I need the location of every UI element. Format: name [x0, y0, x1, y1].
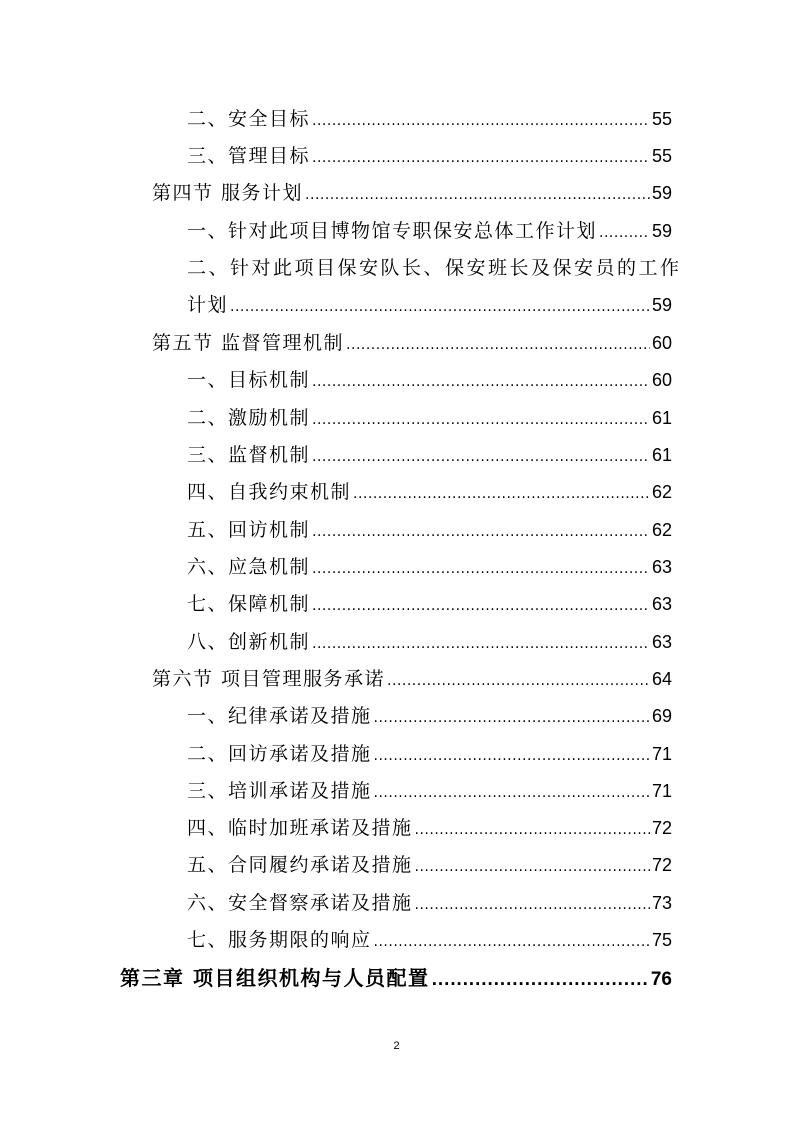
dot-leader: [374, 780, 650, 806]
toc-entry-label: 第五节 监督管理机制: [152, 332, 345, 354]
toc-entry-page: 63: [651, 594, 672, 614]
toc-entry[interactable]: [187, 591, 672, 617]
toc-entry-page: 60: [651, 333, 672, 353]
toc-entry-label: 一、目标机制: [187, 369, 311, 391]
toc-entry-page: 75: [651, 930, 672, 950]
toc-entry-label: 二、激励机制: [187, 407, 311, 429]
toc-entry[interactable]: [187, 741, 672, 767]
dot-leader: [312, 556, 650, 582]
toc-entry-page: 61: [651, 445, 672, 465]
toc-entry-label: 第六节 项目管理服务承诺: [152, 668, 386, 690]
dot-leader: [431, 967, 648, 993]
dot-leader: [415, 817, 650, 843]
dot-leader: [312, 444, 650, 470]
toc-entry-label: 一、纪律承诺及措施: [187, 705, 372, 727]
toc-entry[interactable]: [187, 479, 672, 505]
dot-leader: [230, 294, 650, 320]
toc-section-entry[interactable]: [152, 180, 672, 206]
toc-entry-page: 69: [651, 706, 672, 726]
toc-entry-page: 59: [651, 295, 672, 315]
toc-entry-label: 一、针对此项目博物馆专职保安总体工作计划: [187, 220, 598, 242]
toc-entry[interactable]: [187, 218, 672, 244]
toc-entry[interactable]: [187, 517, 672, 543]
toc-entry[interactable]: [187, 815, 672, 841]
dot-leader: [312, 519, 650, 545]
dot-leader: [346, 332, 650, 358]
dot-leader: [415, 854, 650, 880]
toc-entry-page: 61: [651, 408, 672, 428]
toc-entry-page: 60: [651, 370, 672, 390]
toc-entry-page: 71: [651, 744, 672, 764]
toc-entry[interactable]: [187, 852, 672, 878]
toc-entry[interactable]: [187, 927, 672, 953]
dot-leader: [312, 369, 650, 395]
toc-entry-label: 三、监督机制: [187, 444, 311, 466]
dot-leader: [374, 705, 650, 731]
toc-entry-page: 59: [651, 221, 672, 241]
toc-entry-label: 计划: [187, 294, 229, 316]
dot-leader: [312, 593, 650, 619]
toc-entry[interactable]: [187, 629, 672, 655]
toc-entry-page: 73: [651, 893, 672, 913]
toc-entry-label: 三、培训承诺及措施: [187, 780, 372, 802]
toc-chapter-entry[interactable]: [120, 965, 672, 991]
dot-leader: [305, 182, 650, 208]
toc-entry-label: 第四节 服务计划: [152, 182, 304, 204]
toc-entry-page: 64: [651, 669, 672, 689]
toc-entry-label: 五、回访机制: [187, 519, 311, 541]
dot-leader: [353, 481, 650, 507]
toc-entry-wrapped-line[interactable]: 二、针对此项目保安队长、保安班长及保安员的工作: [187, 257, 682, 279]
toc-entry-page: 59: [651, 183, 672, 203]
toc-entry-label: 四、临时加班承诺及措施: [187, 817, 413, 839]
toc-entry-label: 八、创新机制: [187, 631, 311, 653]
toc-entry-label: 三、管理目标: [187, 145, 311, 167]
toc-entry-label: 二、回访承诺及措施: [187, 743, 372, 765]
toc-entry-page: 62: [651, 520, 672, 540]
toc-entry[interactable]: [187, 703, 672, 729]
dot-leader: [374, 743, 650, 769]
toc-entry[interactable]: [187, 367, 672, 393]
page-number: 2: [393, 1040, 400, 1052]
toc-entry[interactable]: [187, 106, 672, 132]
toc-entry[interactable]: [187, 554, 672, 580]
toc-entry[interactable]: [187, 890, 672, 916]
toc-section-entry[interactable]: [152, 330, 672, 356]
toc-entry-page: 63: [651, 557, 672, 577]
toc-entry-label: 四、自我约束机制: [187, 481, 352, 503]
toc-entry-label: 七、服务期限的响应: [187, 929, 372, 951]
toc-entry-page: 63: [651, 632, 672, 652]
dot-leader: [374, 929, 650, 955]
dot-leader: [312, 631, 650, 657]
toc-section-entry[interactable]: [152, 666, 672, 692]
dot-leader: [415, 892, 650, 918]
dot-leader: [312, 407, 650, 433]
toc-entry-label: 第三章 项目组织机构与人员配置: [120, 966, 430, 990]
toc-entry-page: 71: [651, 781, 672, 801]
toc-entry-label: 七、保障机制: [187, 593, 311, 615]
toc-entry[interactable]: [187, 778, 672, 804]
dot-leader: [599, 220, 650, 246]
toc-entry[interactable]: [187, 442, 672, 468]
toc-entry-page: 76: [650, 969, 672, 990]
toc-entry-page: 72: [651, 855, 672, 875]
toc-entry-page: 62: [651, 482, 672, 502]
toc-entry-label: 六、安全督察承诺及措施: [187, 892, 413, 914]
toc-entry-label: 五、合同履约承诺及措施: [187, 854, 413, 876]
dot-leader: [312, 145, 650, 171]
toc-entry[interactable]: [187, 405, 672, 431]
toc-entry-page: 55: [651, 146, 672, 166]
toc-entry-page: 72: [651, 818, 672, 838]
dot-leader: [387, 668, 650, 694]
toc-entry[interactable]: [187, 292, 672, 318]
toc-entry-page: 55: [651, 109, 672, 129]
toc-entry[interactable]: [187, 143, 672, 169]
toc-entry-label: 六、应急机制: [187, 556, 311, 578]
dot-leader: [312, 108, 650, 134]
toc-entry-label: 二、安全目标: [187, 108, 311, 130]
